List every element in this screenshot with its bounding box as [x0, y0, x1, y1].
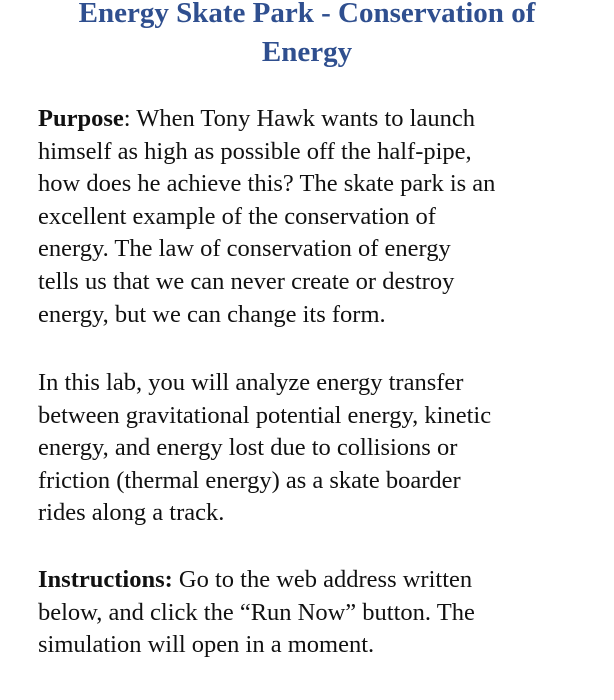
lab-line-4: friction (thermal energy) as a skate boarder: [38, 466, 461, 494]
purpose-paragraph: [38, 103, 598, 331]
purpose-line-6: tells us that we can never create or destroy: [38, 267, 455, 295]
purpose-line-7: energy, but we can change its form.: [38, 300, 386, 328]
lab-paragraph: [38, 367, 598, 530]
instructions-label: Instructions:: [38, 566, 173, 593]
instructions-line-2: below, and click the “Run Now” button. The: [38, 598, 475, 626]
lab-line-3: energy, and energy lost due to collisions or: [38, 434, 458, 462]
document-title: [0, 0, 614, 72]
purpose-line-4: excellent example of the conservation of: [38, 202, 436, 230]
title-line-2: Energy: [261, 36, 353, 68]
instructions-line-1-text: Go to the web address written: [172, 566, 473, 593]
lab-line-2: between gravitational potential energy, kinetic: [38, 401, 492, 429]
purpose-line-1: [38, 103, 598, 136]
instructions-line-3: simulation will open in a moment.: [38, 631, 375, 659]
lab-line-5: rides along a track.: [38, 499, 225, 527]
purpose-label: Purpose: [38, 105, 124, 132]
lab-line-1: In this lab, you will analyze energy transfer: [38, 369, 464, 396]
purpose-line-3: how does he achieve this? The skate park is an: [38, 170, 496, 198]
instructions-paragraph: [38, 564, 598, 662]
purpose-line-5: energy. The law of conservation of energy: [38, 235, 451, 263]
purpose-line-2: himself as high as possible off the half-pipe,: [38, 137, 472, 165]
instructions-line-1: [38, 564, 598, 597]
purpose-line-1-text: : When Tony Hawk wants to launch: [123, 105, 475, 132]
title-line-1: Energy Skate Park - Conservation of: [78, 0, 536, 29]
